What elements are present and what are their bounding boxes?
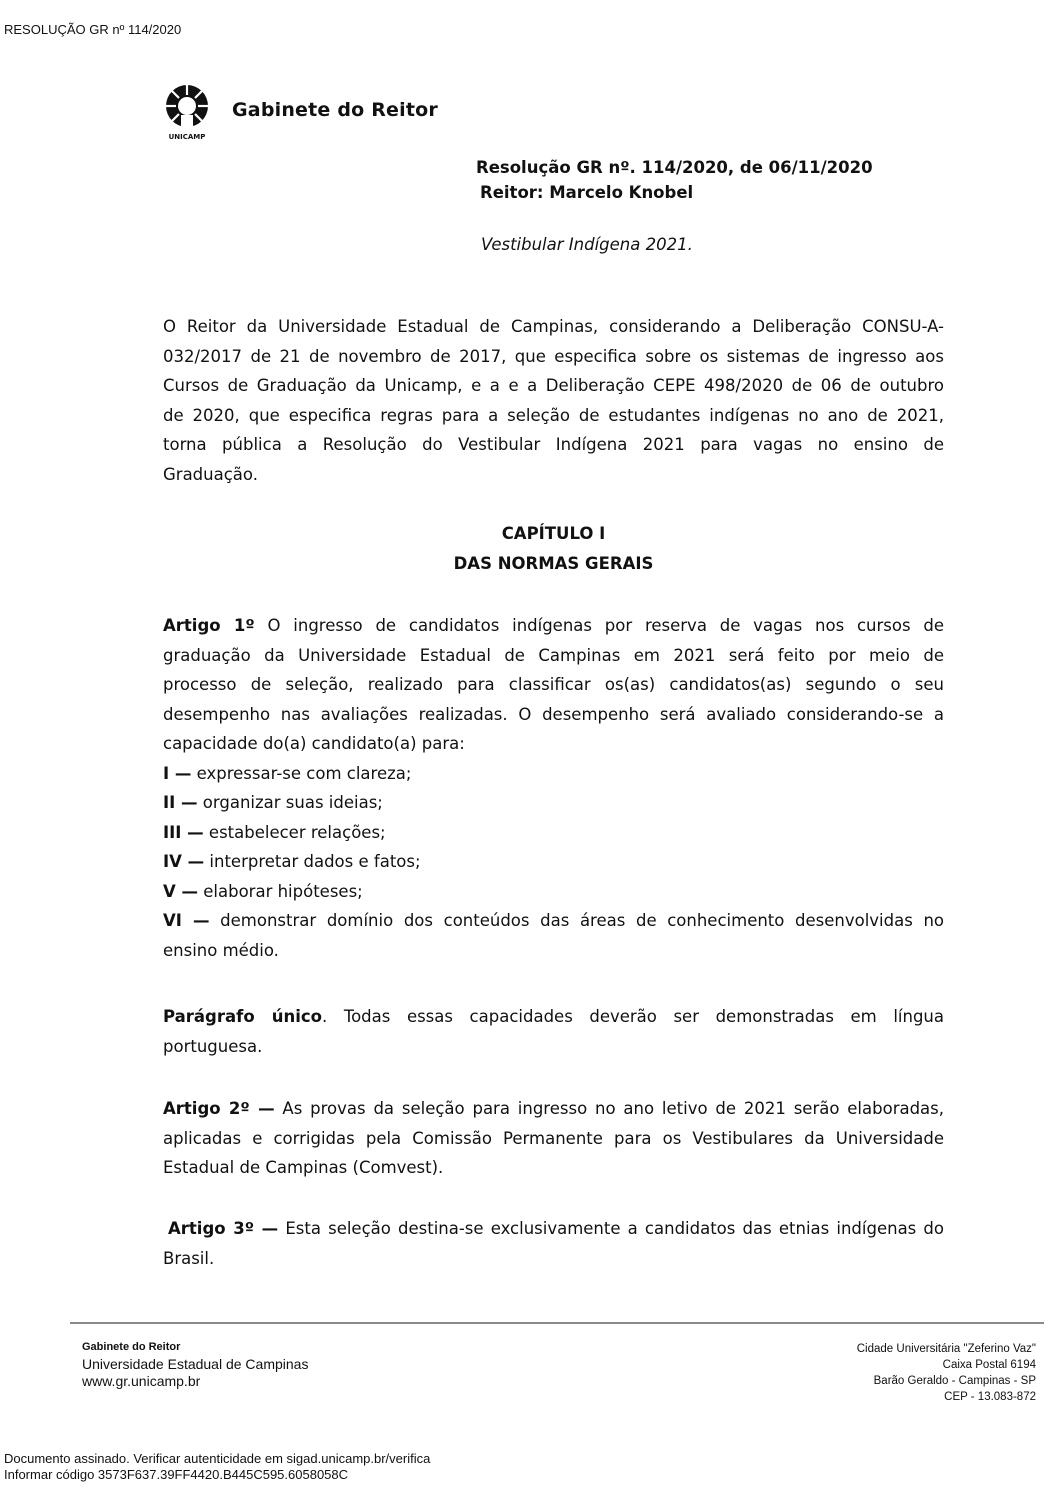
article-3-label: Artigo 3º — (168, 1219, 279, 1238)
unicamp-logo (156, 82, 218, 142)
footer-website: www.gr.unicamp.br (82, 1373, 201, 1389)
article-1 (163, 611, 944, 965)
item-text: elaborar hipóteses; (198, 881, 363, 901)
list-item (163, 759, 944, 789)
article-2 (163, 1094, 944, 1183)
preamble-line: Cursos de Graduação da Unicamp, e a e a Deliberação CEPE 498/2020 de 06 de outubro (163, 376, 944, 395)
item-number: II — (163, 793, 198, 812)
top-reference: RESOLUÇÃO GR nº 114/2020 (4, 22, 182, 37)
article-1-line: capacidade do(a) candidato(a) para: (163, 734, 465, 753)
item-text: interpretar dados e fatos; (204, 852, 421, 871)
item-number: I — (163, 763, 192, 783)
article-2-line: aplicadas e corrigidas pela Comissão Permanente para os Vestibulares da Universidade (163, 1128, 944, 1148)
paragraph-unico (163, 1002, 944, 1061)
paragraph-line: portuguesa. (163, 1036, 263, 1056)
verification-code-line: Informar código 3573F637.39FF4420.B445C595.6058058C (4, 1467, 349, 1482)
article-3-text: Esta seleção destina-se exclusivamente a candidatos das etnias indígenas do (278, 1219, 944, 1238)
paragraph-text: . Todas essas capacidades deverão ser demonstradas em língua (322, 1007, 944, 1026)
chapter-number: CAPÍTULO I (501, 524, 606, 543)
article-2-first-line (163, 1094, 944, 1124)
footer-divider (70, 1322, 1044, 1324)
article-2-line: Estadual de Campinas (Comvest). (163, 1158, 444, 1177)
preamble-line: torna pública a Resolução do Vestibular Indígena 2021 para vagas no ensino de (163, 435, 944, 454)
unicamp-seal-icon (156, 82, 218, 142)
item-number: IV — (163, 852, 205, 871)
list-item (163, 906, 944, 936)
preamble-line: O Reitor da Universidade Estadual de Campinas, considerando a Deliberação CONSU-A- (163, 317, 944, 336)
item-number: V — (163, 881, 199, 901)
list-item (163, 818, 944, 848)
preamble-line: de 2020, que especifica regras para a seleção de estudantes indígenas no ano de 2021, (163, 405, 944, 425)
list-item (163, 877, 944, 907)
logo-text: UNICAMP (168, 133, 206, 141)
article-1-text: O ingresso de candidatos indígenas por reserva de vagas nos cursos de (254, 616, 944, 635)
item-text: demonstrar domínio dos conteúdos das áreas de conhecimento desenvolvidas no (209, 911, 944, 930)
resolution-line: Resolução GR nº. 114/2020, de 06/11/2020 (476, 158, 873, 177)
footer-left (82, 1339, 308, 1390)
list-item (163, 788, 944, 818)
item-number: III — (163, 822, 204, 842)
article-3-first-line (168, 1214, 944, 1244)
article-2-text: As provas da seleção para ingresso no ano letivo de 2021 serão elaboradas, (274, 1099, 945, 1118)
paragraph-label: Parágrafo único (163, 1007, 322, 1026)
preamble-line: Graduação. (163, 464, 258, 484)
rector-line: Reitor: Marcelo Knobel (480, 183, 694, 202)
footer-address (857, 1341, 1036, 1405)
article-1-first-line (163, 611, 944, 641)
paragraph-first-line (163, 1002, 944, 1032)
footer-address-line: Caixa Postal 6194 (942, 1359, 1036, 1371)
preamble-line: 032/2017 de 21 de novembro de 2017, que especifica sobre os sistemas de ingresso aos (163, 346, 944, 366)
footer-address-line: Cidade Universitária "Zeferino Vaz" (856, 1343, 1036, 1355)
article-2-label: Artigo 2º — (163, 1099, 275, 1118)
article-1-label: Artigo 1º (163, 616, 255, 635)
signature-notice-line: Documento assinado. Verificar autenticidade em sigad.unicamp.br/verifica (4, 1451, 431, 1466)
item-text: organizar suas ideias; (197, 793, 383, 812)
item-text: expressar-se com clareza; (191, 763, 412, 783)
article-1-line: desempenho nas avaliações realizadas. O desempenho será avaliado considerando-se a (163, 704, 944, 724)
article-3 (163, 1214, 944, 1273)
footer-office: Gabinete do Reitor (82, 1341, 181, 1353)
footer-address-line: CEP - 13.083-872 (944, 1391, 1036, 1403)
footer-university: Universidade Estadual de Campinas (82, 1356, 309, 1372)
list-item-continuation: ensino médio. (163, 940, 279, 960)
footer-address-line: Barão Geraldo - Campinas - SP (873, 1375, 1036, 1387)
article-1-line: processo de seleção, realizado para classificar os(as) candidatos(as) segundo o seu (163, 675, 944, 694)
preamble-paragraph (163, 312, 944, 489)
article-3-line: Brasil. (163, 1248, 215, 1268)
item-text: estabelecer relações; (203, 822, 386, 842)
chapter-title: DAS NORMAS GERAIS (453, 554, 654, 573)
item-number: VI — (163, 911, 210, 930)
office-title: Gabinete do Reitor (232, 99, 438, 121)
article-1-line: graduação da Universidade Estadual de Campinas em 2021 será feito por meio de (163, 645, 944, 665)
list-item (163, 847, 944, 877)
subject-line: Vestibular Indígena 2021. (481, 235, 693, 254)
signature-notice (4, 1451, 430, 1483)
